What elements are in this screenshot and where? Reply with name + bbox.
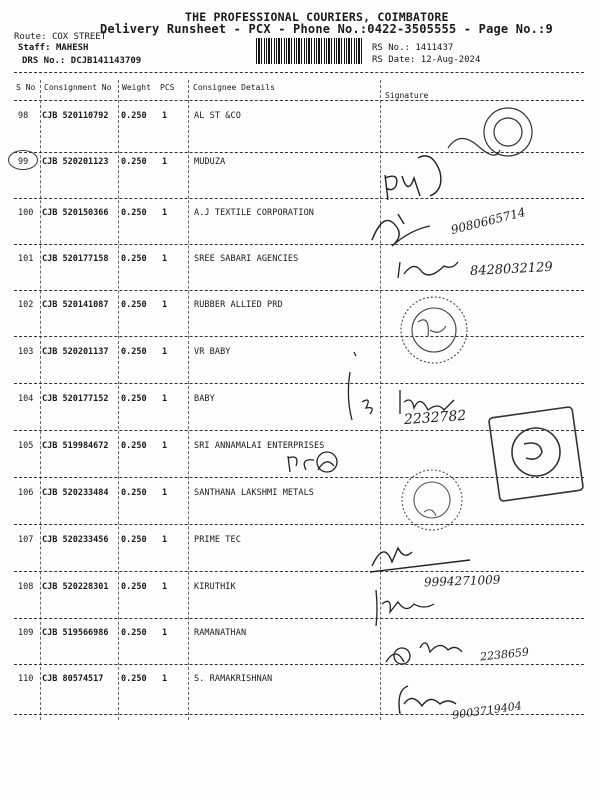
handwritten-phone-number: 2238659 (479, 645, 530, 664)
column-divider (380, 80, 381, 720)
row-consignee: RUBBER ALLIED PRD (194, 300, 283, 310)
row-consignee: VR BABY (194, 347, 231, 357)
column-header-pcs: PCS (160, 83, 175, 92)
row-pcs: 1 (162, 488, 168, 498)
row-sno: 105 (18, 441, 34, 451)
column-divider (118, 80, 119, 720)
rs-date-label: RS Date: (372, 55, 416, 65)
row-divider (14, 244, 584, 245)
row-sno: 110 (18, 674, 34, 684)
route-info (14, 32, 106, 42)
row-weight: 0.250 (121, 582, 147, 592)
row-consignee: RAMANATHAN (194, 628, 247, 638)
row-consignee: MUDUZA (194, 157, 226, 167)
column-header-signature: Signature (385, 91, 429, 100)
drs-info (22, 56, 141, 66)
company-stamp (489, 407, 584, 502)
row-consignment: CJB 520141087 (42, 300, 109, 310)
company-stamp (401, 297, 467, 363)
handwritten-signature (399, 686, 456, 714)
row-consignment: CJB 520201123 (42, 157, 109, 167)
company-stamp (448, 108, 532, 156)
handwritten-phone-number: 9994271009 (423, 572, 501, 590)
column-header-consignee: Consignee Details (193, 83, 275, 92)
row-pcs: 1 (162, 582, 168, 592)
row-divider (14, 430, 584, 431)
row-pcs: 1 (162, 535, 168, 545)
barcode (256, 38, 364, 64)
column-header-sno: S No (16, 83, 36, 92)
route-label: Route: (14, 32, 47, 42)
row-weight: 0.250 (121, 535, 147, 545)
drs-value: DCJB141143709 (70, 56, 142, 66)
staff-info (18, 43, 88, 53)
handwritten-mark (348, 352, 356, 420)
column-header-weight: Weight (122, 83, 151, 92)
handwritten-phone-number: 8428032129 (469, 259, 554, 280)
row-weight: 0.250 (121, 157, 147, 167)
handwritten-signature (370, 548, 470, 572)
row-consignment: CJB 520110792 (42, 111, 109, 121)
row-consignment: CJB 519984672 (42, 441, 109, 451)
row-pcs: 1 (162, 394, 168, 404)
row-consignment: CJB 519566986 (42, 628, 109, 638)
row-pcs: 1 (162, 111, 168, 121)
row-weight: 0.250 (121, 628, 147, 638)
row-weight: 0.250 (121, 300, 147, 310)
row-consignment: CJB 520177152 (42, 394, 109, 404)
row-consignment: CJB 520201137 (42, 347, 109, 357)
row-consignee: SREE SABARI AGENCIES (194, 254, 299, 264)
handwritten-signature (385, 156, 441, 200)
staff-value: MAHESH (55, 43, 89, 53)
row-divider (14, 383, 584, 384)
row-consignment: CJB 80574517 (42, 674, 104, 684)
row-divider (14, 618, 584, 619)
header-divider-bottom (14, 100, 584, 101)
row-divider (14, 336, 584, 337)
row-sno: 108 (18, 582, 34, 592)
row-weight: 0.250 (121, 254, 147, 264)
row-pcs: 1 (162, 208, 168, 218)
rs-date-info (372, 55, 480, 65)
handwritten-phone-number: 9003719404 (451, 699, 523, 722)
row-pcs: 1 (162, 347, 168, 357)
handwritten-signature (398, 262, 458, 278)
row-consignment: CJB 520228301 (42, 582, 109, 592)
row-sno: 103 (18, 347, 34, 357)
row-pcs: 1 (162, 254, 168, 264)
row-sno: 101 (18, 254, 34, 264)
row-weight: 0.250 (121, 208, 147, 218)
route-value: COX STREET (51, 32, 107, 42)
row-consignment: CJB 520150366 (42, 208, 109, 218)
row-consignment: CJB 520233484 (42, 488, 109, 498)
row-divider (14, 524, 584, 525)
row-weight: 0.250 (121, 347, 147, 357)
handwritten-signature (376, 590, 434, 626)
row-consignee: SANTHANA LAKSHMI METALS (194, 488, 315, 498)
header-divider-top (14, 72, 584, 73)
row-pcs: 1 (162, 441, 168, 451)
row-sno: 106 (18, 488, 34, 498)
row-consignee: SRI ANNAMALAI ENTERPRISES (194, 441, 325, 451)
row-pcs: 1 (162, 157, 168, 167)
row-consignee: KIRUTHIK (194, 582, 236, 592)
row-pcs: 1 (162, 674, 168, 684)
handwritten-signature (288, 452, 337, 472)
row-pcs: 1 (162, 628, 168, 638)
row-divider (14, 152, 584, 153)
document-subtitle: Delivery Runsheet - PCX - Phone No.:0422-3505555 - Page No.:9 (100, 22, 553, 36)
row-divider (14, 477, 584, 478)
row-divider (14, 664, 584, 665)
rs-date-value: 12-Aug-2024 (420, 55, 481, 65)
row-sno: 102 (18, 300, 34, 310)
column-divider (188, 80, 189, 720)
row-consignee: BABY (194, 394, 215, 404)
row-consignee: PRIME TEC (194, 535, 241, 545)
row-sno: 109 (18, 628, 34, 638)
rs-number-label: RS No.: (372, 43, 410, 53)
row-divider (14, 198, 584, 199)
row-sno: 100 (18, 208, 34, 218)
row-consignment: CJB 520177158 (42, 254, 109, 264)
rs-number-value: 1411437 (415, 43, 454, 53)
row-pcs: 1 (162, 300, 168, 310)
company-stamp (402, 470, 462, 530)
row-consignee: S. RAMAKRISHNAN (194, 674, 273, 684)
row-sno: 107 (18, 535, 34, 545)
row-weight: 0.250 (121, 111, 147, 121)
row-consignment: CJB 520233456 (42, 535, 109, 545)
row-sno: 104 (18, 394, 34, 404)
row-weight: 0.250 (121, 488, 147, 498)
drs-label: DRS No.: (22, 56, 66, 66)
handwritten-phone-number: 9080665714 (449, 204, 527, 238)
row-weight: 0.250 (121, 441, 147, 451)
handwritten-signature (386, 643, 462, 664)
row-sno: 99 (18, 157, 29, 167)
column-header-consignment: Consignment No (44, 83, 112, 92)
row-consignee: A.J TEXTILE CORPORATION (194, 208, 315, 218)
rs-number-info (372, 43, 453, 53)
row-consignee: AL ST &CO (194, 111, 241, 121)
row-weight: 0.250 (121, 394, 147, 404)
document-title: THE PROFESSIONAL COURIERS, COIMBATORE (185, 10, 449, 24)
row-weight: 0.250 (121, 674, 147, 684)
handwritten-phone-number: 2232782 (403, 407, 467, 429)
row-sno: 98 (18, 111, 29, 121)
staff-label: Staff: (18, 43, 51, 53)
column-divider (40, 80, 41, 720)
row-divider (14, 290, 584, 291)
